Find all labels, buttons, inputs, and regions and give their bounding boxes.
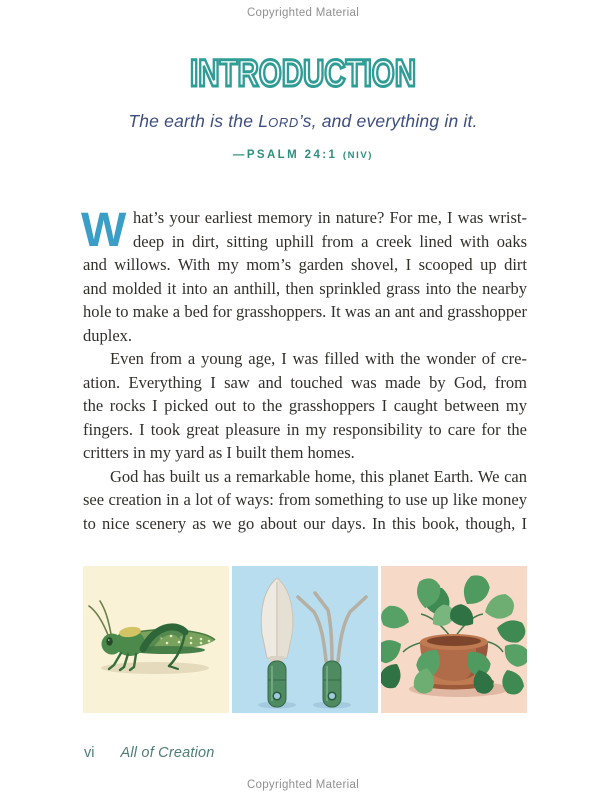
copyright-notice-top: Copyrighted Material — [246, 7, 360, 19]
lord-smallcaps: ORD — [268, 115, 299, 130]
copyright-notice-bottom: Copyrighted Material — [246, 779, 360, 791]
quote-text-end: ’s, and everything in it. — [298, 111, 478, 131]
text-line: to nice scenery as we go about our days. In this book, though, I — [83, 513, 527, 533]
text-line: hole to make a bed for grasshoppers. It was an ant and grasshopper — [83, 302, 527, 321]
text-line: God has built us a remarkable home, this planet Earth. We can — [110, 466, 527, 486]
grasshopper-icon — [83, 566, 229, 713]
text-line: and molded it into an anthill, then sprinkled grass into the nearby — [83, 278, 527, 298]
garden-tools-illustration — [232, 566, 378, 713]
text-line: see creation in a lot of ways: from something to use up like money — [83, 490, 527, 509]
potted-plant-icon — [381, 566, 527, 713]
svg-text:INTRODUCTION: INTRODUCTION — [190, 53, 416, 95]
epigraph-quote — [0, 111, 606, 132]
text-line: hat’s your earliest memory in nature? For me, I was wrist- — [133, 208, 527, 227]
text-line: the rocks I picked out to the grasshoppers I caught between my — [83, 396, 527, 415]
potted-plant-illustration — [381, 566, 527, 713]
dropcap: W — [81, 204, 127, 257]
text-line: duplex. — [83, 325, 133, 345]
translation-abbreviation: (NIV) — [342, 150, 374, 161]
text-line: critters in my yard as I built them homes. — [83, 443, 355, 462]
text-line: and willows. With my mom’s garden shovel, I scooped up dirt — [83, 255, 527, 274]
grasshopper-illustration — [83, 566, 229, 713]
illustration-row — [83, 566, 527, 713]
reference-text: —PSALM 24:1 — [232, 149, 343, 161]
paragraph-3 — [83, 465, 527, 536]
text-line: Even from a young age, I was filled with the wonder of cre- — [110, 349, 527, 368]
paragraph-2 — [83, 347, 527, 465]
paragraph-1 — [83, 206, 527, 347]
text-line: fingers. I took great pleasure in my responsibility to care for the — [83, 419, 527, 439]
epigraph-reference — [0, 149, 606, 161]
running-title: All of Creation — [120, 745, 215, 761]
text-line: deep in dirt, sitting uphill from a creek lined with oaks — [133, 231, 527, 251]
text-line: ation. Everything I saw and touched was made by God, from — [83, 372, 527, 392]
garden-tools-icon — [232, 566, 378, 713]
chapter-title — [0, 50, 606, 101]
chapter-title-lettering — [0, 50, 606, 96]
body-text — [83, 206, 527, 535]
page-footer — [84, 745, 215, 761]
quote-text: The earth is the L — [128, 111, 269, 131]
page-number: vi — [84, 745, 95, 761]
